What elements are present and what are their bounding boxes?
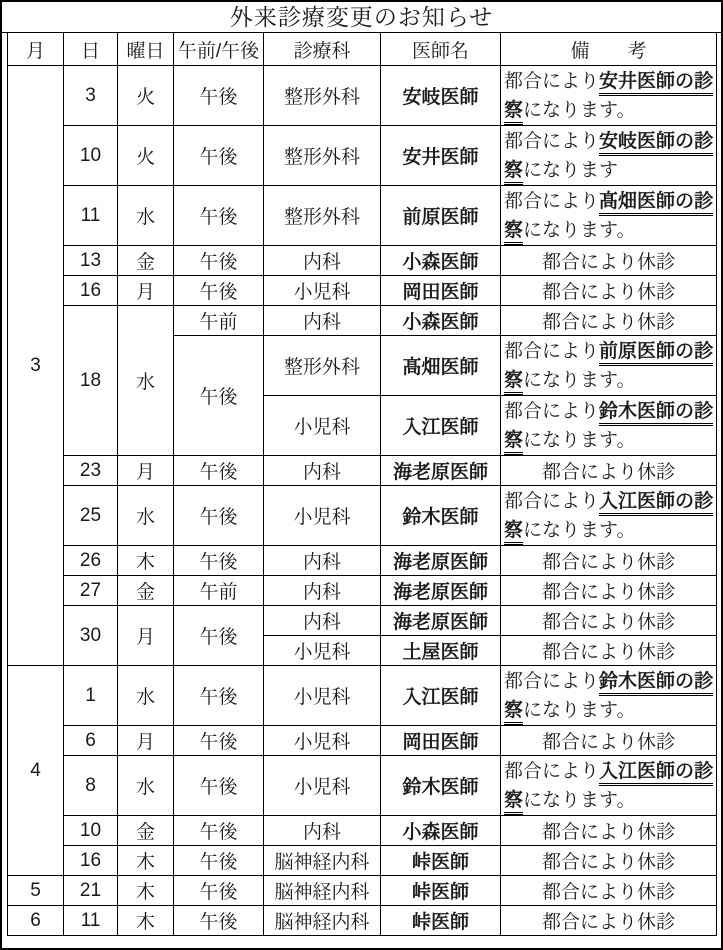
remark-suffix: になります。 [523, 699, 636, 721]
table-row [8, 816, 717, 846]
table-row [8, 906, 717, 936]
cell-dept: 小児科 [264, 276, 381, 306]
cell-dow: 金 [118, 576, 174, 606]
cell-dow: 月 [118, 726, 174, 756]
cell-remark [501, 126, 717, 186]
cell-day: 25 [64, 486, 118, 546]
cell-dow: 火 [118, 66, 174, 126]
cell-doctor: 安井医師 [381, 126, 501, 186]
cell-remark: 都合により休診 [501, 636, 717, 666]
cell-dow: 月 [118, 606, 174, 666]
table-row [8, 276, 717, 306]
cell-dept: 小児科 [264, 756, 381, 816]
cell-ampm: 午後 [174, 906, 264, 936]
cell-dept: 整形外科 [264, 126, 381, 186]
cell-day: 6 [64, 726, 118, 756]
cell-month: 3 [8, 66, 64, 666]
cell-day: 10 [64, 126, 118, 186]
cell-dow: 木 [118, 906, 174, 936]
cell-doctor: 峠医師 [381, 906, 501, 936]
cell-dow: 水 [118, 186, 174, 246]
cell-dow: 月 [118, 276, 174, 306]
doctor-change-emphasis: 鈴木医師の診察 [504, 401, 713, 455]
remark-prefix: 都合により [504, 670, 600, 692]
cell-dept: 小児科 [264, 726, 381, 756]
cell-day: 1 [64, 666, 118, 726]
column-header-doctor: 医師名 [381, 33, 501, 66]
cell-ampm: 午前 [174, 576, 264, 606]
cell-remark: 都合により休診 [501, 456, 717, 486]
cell-day: 13 [64, 246, 118, 276]
cell-dept: 内科 [264, 246, 381, 276]
doctor-change-emphasis: 入江医師の診察 [504, 491, 713, 545]
cell-remark [501, 756, 717, 816]
table-row [8, 606, 717, 636]
cell-month: 5 [8, 876, 64, 906]
cell-dept: 内科 [264, 816, 381, 846]
table-container [2, 33, 721, 936]
cell-dept: 小児科 [264, 486, 381, 546]
cell-dow: 金 [118, 816, 174, 846]
cell-day: 27 [64, 576, 118, 606]
table-row [8, 186, 717, 246]
cell-ampm: 午後 [174, 816, 264, 846]
cell-remark: 都合により休診 [501, 846, 717, 876]
cell-ampm: 午後 [174, 246, 264, 276]
cell-ampm: 午後 [174, 876, 264, 906]
cell-dow: 月 [118, 456, 174, 486]
cell-doctor: 鈴木医師 [381, 486, 501, 546]
cell-ampm: 午前 [174, 306, 264, 336]
cell-remark [501, 186, 717, 246]
table-row [8, 456, 717, 486]
column-header-month: 月 [8, 33, 64, 66]
cell-doctor: 海老原医師 [381, 456, 501, 486]
cell-doctor: 前原医師 [381, 186, 501, 246]
cell-dow: 火 [118, 126, 174, 186]
cell-day: 3 [64, 66, 118, 126]
cell-dow: 金 [118, 246, 174, 276]
cell-dept: 内科 [264, 306, 381, 336]
remark-prefix: 都合により [504, 340, 600, 362]
cell-remark: 都合により休診 [501, 876, 717, 906]
cell-dept: 小児科 [264, 396, 381, 456]
remark-prefix: 都合により [504, 490, 600, 512]
cell-doctor: 海老原医師 [381, 546, 501, 576]
cell-day: 8 [64, 756, 118, 816]
cell-dept: 小児科 [264, 666, 381, 726]
cell-doctor: 岡田医師 [381, 726, 501, 756]
cell-ampm: 午後 [174, 666, 264, 726]
cell-ampm: 午後 [174, 726, 264, 756]
cell-dept: 整形外科 [264, 336, 381, 396]
column-header-remark: 備 考 [501, 33, 717, 66]
cell-ampm: 午後 [174, 606, 264, 666]
cell-dept: 内科 [264, 606, 381, 636]
schedule-table [7, 33, 717, 936]
cell-doctor: 海老原医師 [381, 576, 501, 606]
cell-doctor: 入江医師 [381, 396, 501, 456]
cell-doctor: 鈴木医師 [381, 756, 501, 816]
table-body [8, 66, 717, 936]
cell-dow: 水 [118, 666, 174, 726]
table-row [8, 546, 717, 576]
cell-dow: 水 [118, 756, 174, 816]
remark-suffix: になります。 [523, 789, 636, 811]
cell-ampm: 午後 [174, 486, 264, 546]
cell-remark [501, 396, 717, 456]
cell-day: 10 [64, 816, 118, 846]
table-row [8, 726, 717, 756]
cell-remark [501, 666, 717, 726]
cell-remark: 都合により休診 [501, 546, 717, 576]
cell-dept: 脳神経内科 [264, 876, 381, 906]
cell-remark [501, 66, 717, 126]
remark-suffix: になります [523, 159, 619, 181]
cell-dept: 整形外科 [264, 66, 381, 126]
doctor-change-emphasis: 入江医師の診察 [504, 761, 713, 815]
column-header-dept: 診療科 [264, 33, 381, 66]
cell-ampm: 午後 [174, 336, 264, 456]
table-row [8, 666, 717, 726]
cell-day: 16 [64, 276, 118, 306]
remark-prefix: 都合により [504, 130, 600, 152]
column-header-day: 日 [64, 33, 118, 66]
cell-ampm: 午後 [174, 846, 264, 876]
cell-ampm: 午後 [174, 186, 264, 246]
cell-doctor: 峠医師 [381, 846, 501, 876]
cell-doctor: 峠医師 [381, 876, 501, 906]
cell-dow: 木 [118, 876, 174, 906]
table-row [8, 486, 717, 546]
cell-dept: 内科 [264, 576, 381, 606]
cell-dept: 脳神経内科 [264, 906, 381, 936]
cell-doctor: 小森医師 [381, 816, 501, 846]
cell-remark: 都合により休診 [501, 606, 717, 636]
cell-remark: 都合により休診 [501, 576, 717, 606]
cell-dept: 内科 [264, 546, 381, 576]
cell-day: 16 [64, 846, 118, 876]
table-row [8, 66, 717, 126]
table-row [8, 246, 717, 276]
cell-ampm: 午後 [174, 546, 264, 576]
column-header-dow: 曜日 [118, 33, 174, 66]
remark-suffix: になります。 [523, 519, 636, 541]
table-row [8, 876, 717, 906]
cell-remark: 都合により休診 [501, 306, 717, 336]
cell-month: 4 [8, 666, 64, 876]
cell-day: 11 [64, 186, 118, 246]
remark-prefix: 都合により [504, 190, 600, 212]
cell-dow: 木 [118, 846, 174, 876]
cell-remark: 都合により休診 [501, 906, 717, 936]
cell-day: 21 [64, 876, 118, 906]
table-row [8, 126, 717, 186]
notice-title: 外来診療変更のお知らせ [2, 2, 721, 33]
cell-doctor: 小森医師 [381, 306, 501, 336]
cell-remark: 都合により休診 [501, 816, 717, 846]
cell-doctor: 小森医師 [381, 246, 501, 276]
doctor-change-emphasis: 安岐医師の診察 [504, 131, 713, 185]
cell-ampm: 午後 [174, 126, 264, 186]
doctor-change-emphasis: 前原医師の診察 [504, 341, 713, 395]
table-row [8, 306, 717, 336]
doctor-change-emphasis: 鈴木医師の診察 [504, 671, 713, 725]
doctor-change-emphasis: 髙畑医師の診察 [504, 191, 713, 245]
cell-day: 23 [64, 456, 118, 486]
cell-day: 26 [64, 546, 118, 576]
cell-doctor: 土屋医師 [381, 636, 501, 666]
column-header-ampm: 午前/午後 [174, 33, 264, 66]
remark-suffix: になります。 [523, 429, 636, 451]
cell-remark [501, 486, 717, 546]
remark-suffix: になります。 [523, 99, 636, 121]
cell-dept: 整形外科 [264, 186, 381, 246]
cell-doctor: 安岐医師 [381, 66, 501, 126]
cell-ampm: 午後 [174, 456, 264, 486]
cell-dow: 木 [118, 546, 174, 576]
remark-prefix: 都合により [504, 70, 600, 92]
table-row [8, 846, 717, 876]
cell-month: 6 [8, 906, 64, 936]
doctor-change-emphasis: 安井医師の診察 [504, 71, 713, 125]
cell-day: 18 [64, 306, 118, 456]
cell-remark [501, 336, 717, 396]
table-header [8, 33, 717, 66]
cell-dept: 小児科 [264, 636, 381, 666]
cell-dow: 水 [118, 486, 174, 546]
cell-remark: 都合により休診 [501, 726, 717, 756]
table-row [8, 576, 717, 606]
cell-day: 30 [64, 606, 118, 666]
table-row [8, 756, 717, 816]
cell-ampm: 午後 [174, 66, 264, 126]
remark-suffix: になります。 [523, 219, 636, 241]
cell-doctor: 海老原医師 [381, 606, 501, 636]
cell-dept: 脳神経内科 [264, 846, 381, 876]
cell-doctor: 髙畑医師 [381, 336, 501, 396]
remark-prefix: 都合により [504, 400, 600, 422]
cell-remark: 都合により休診 [501, 276, 717, 306]
cell-doctor: 岡田医師 [381, 276, 501, 306]
remark-prefix: 都合により [504, 760, 600, 782]
header-row [8, 33, 717, 66]
cell-ampm: 午後 [174, 276, 264, 306]
cell-ampm: 午後 [174, 756, 264, 816]
remark-suffix: になります。 [523, 369, 636, 391]
cell-dept: 内科 [264, 456, 381, 486]
cell-doctor: 入江医師 [381, 666, 501, 726]
cell-dow: 水 [118, 306, 174, 456]
cell-day: 11 [64, 906, 118, 936]
cell-remark: 都合により休診 [501, 246, 717, 276]
